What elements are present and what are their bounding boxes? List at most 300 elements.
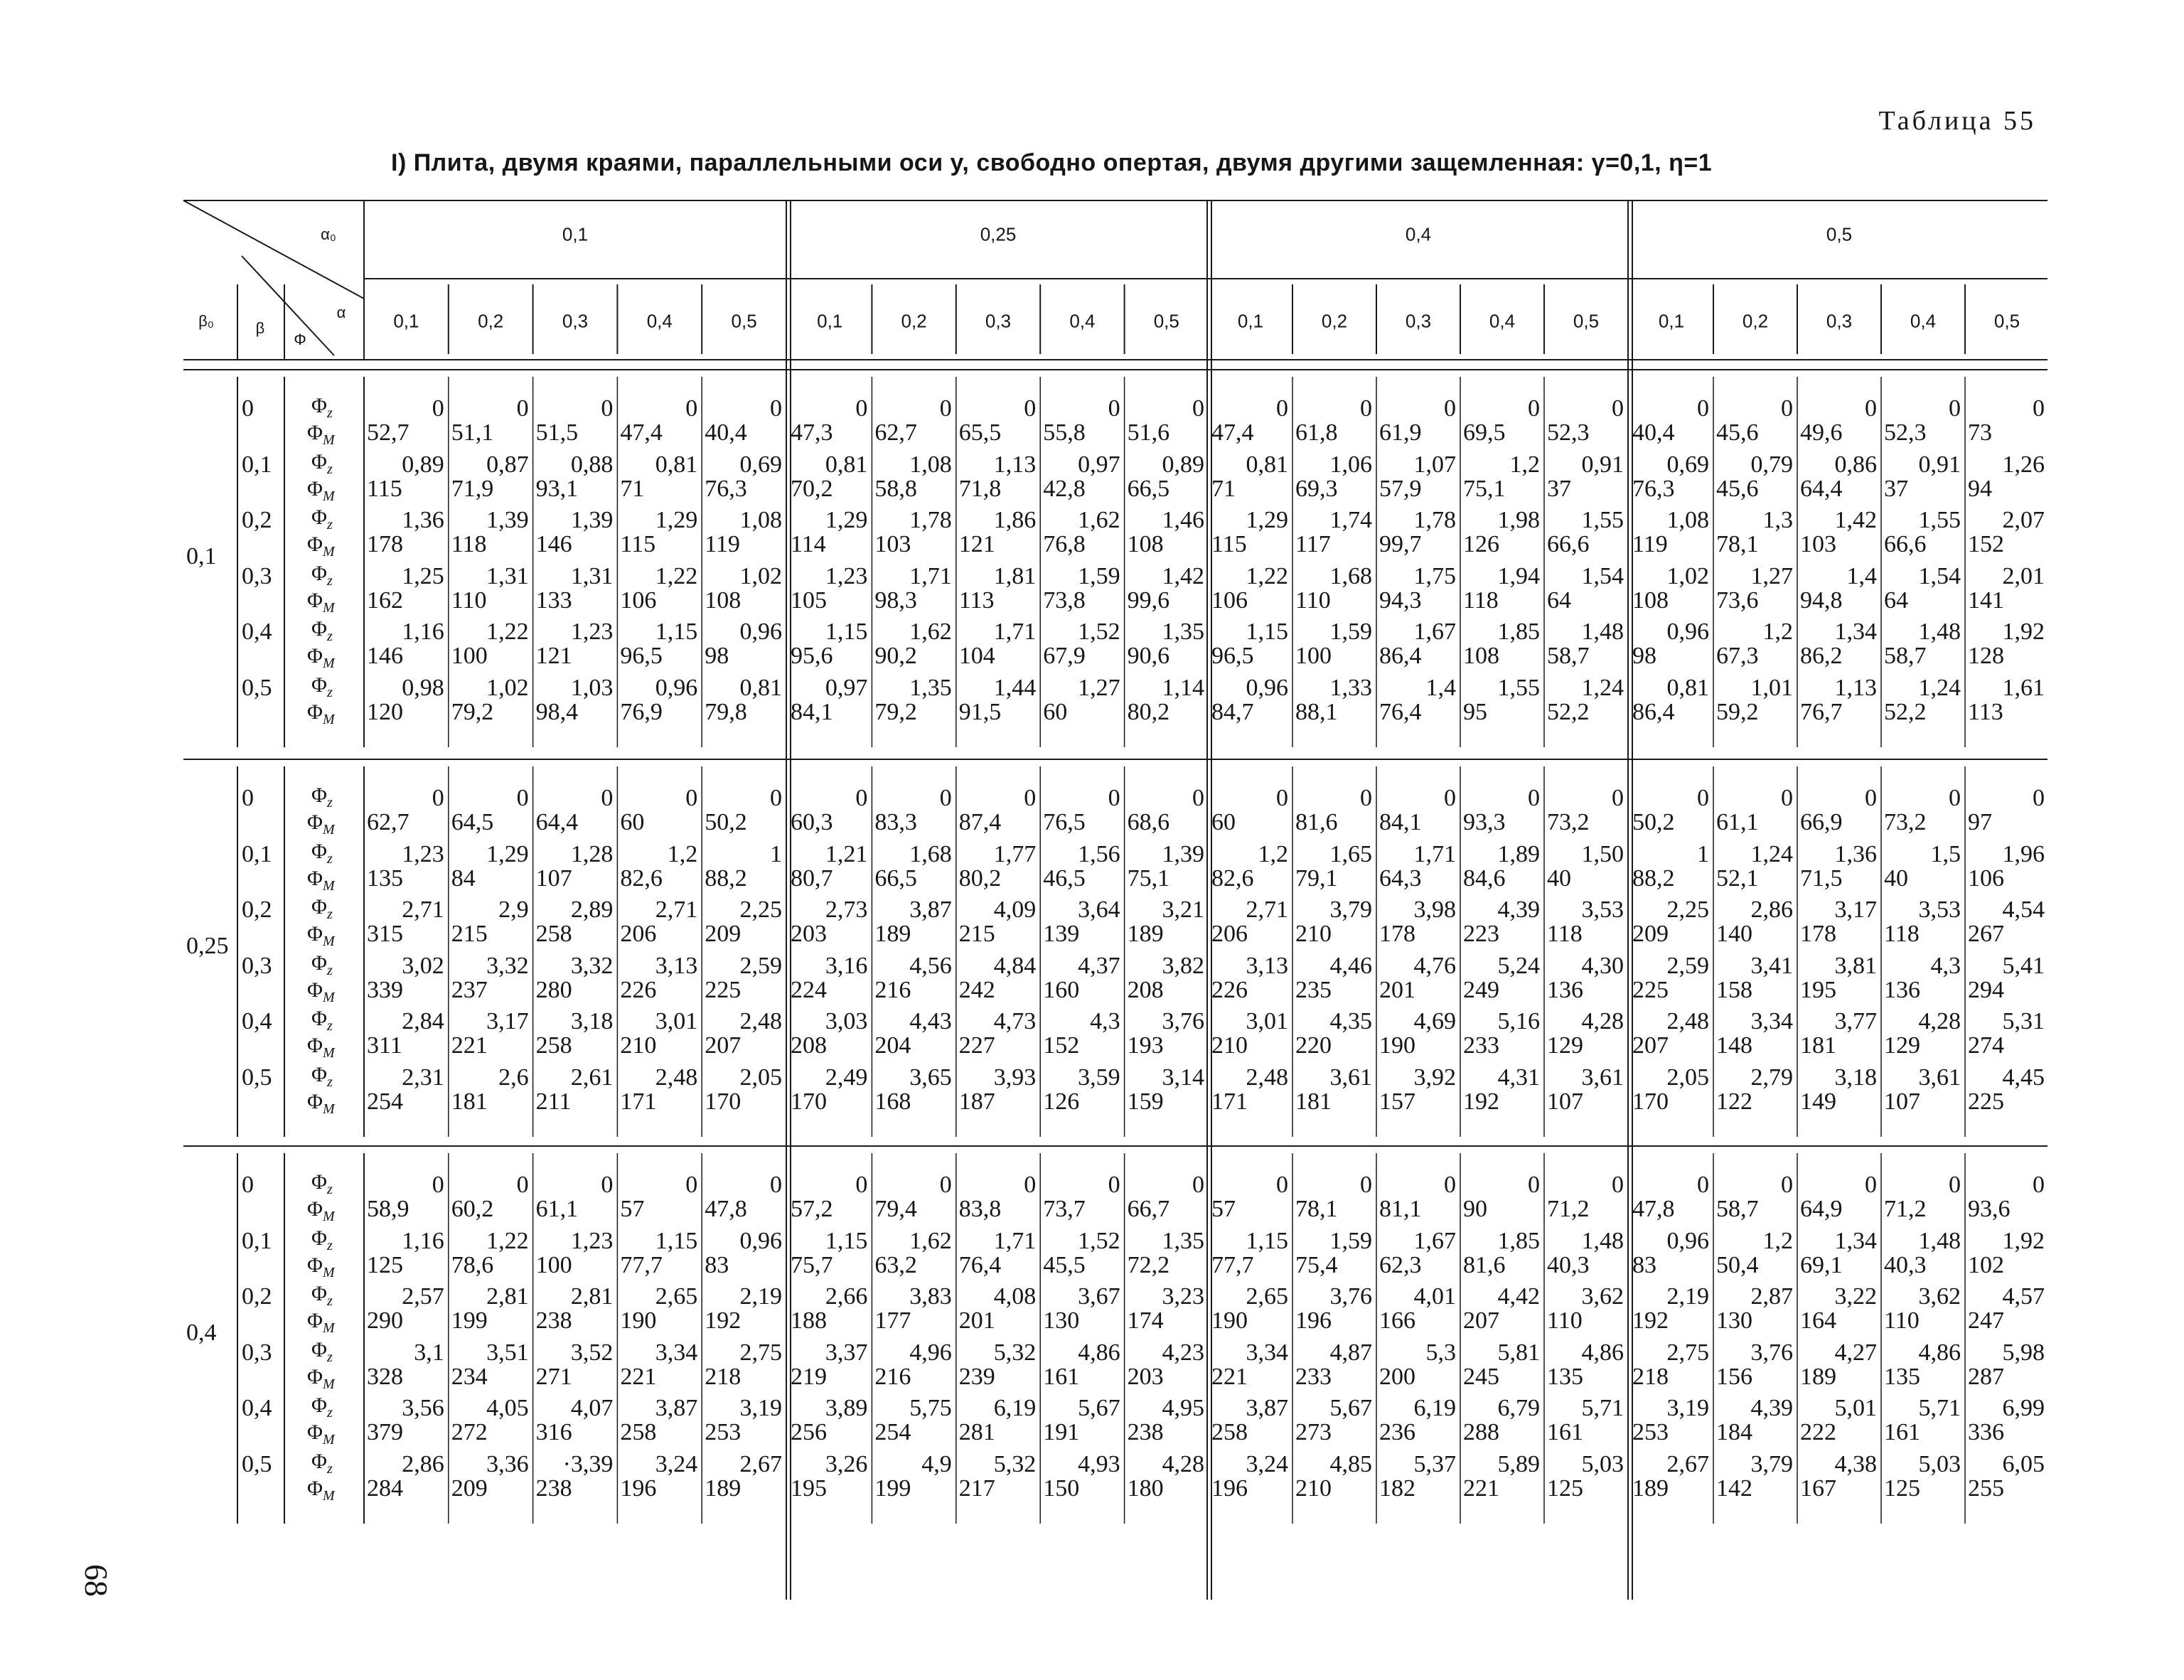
phi-z-value: 2,59	[739, 952, 782, 979]
phi-m-value: 67,3	[1716, 643, 1759, 669]
phi-m-value: 58,7	[1884, 643, 1927, 669]
phi-z-value: 1,59	[1078, 562, 1120, 589]
phi-z-value: 4,42	[1497, 1283, 1540, 1310]
phi-z-value: 4,86	[1918, 1339, 1961, 1366]
phi-m-value: 73,6	[1716, 587, 1759, 614]
phi-z-value: 2,67	[1666, 1450, 1709, 1477]
header-beta-symbol: β	[255, 319, 265, 337]
phi-m-value: 146	[535, 531, 572, 557]
page-number: 68	[78, 1564, 114, 1597]
phi-z-value: 3,65	[909, 1064, 952, 1091]
phi-z-value: 1,08	[1666, 507, 1709, 533]
phi-z-value: 0	[1444, 395, 1456, 422]
phi-m-value: 237	[451, 976, 488, 1003]
phi-z-value: 3,87	[909, 897, 952, 923]
phi-m-value: 209	[705, 921, 742, 947]
phi-z-value: 2,71	[655, 897, 698, 923]
phi-m-value: 76,5	[1043, 809, 1086, 835]
phi-z-value: 5,75	[909, 1395, 952, 1421]
phi-m-value: 83	[1632, 1251, 1656, 1278]
phi-m-label: $\Phi_M$	[307, 978, 335, 1005]
phi-z-value: 1,77	[993, 840, 1037, 867]
phi-m-value: 238	[535, 1307, 572, 1334]
phi-z-value: 0	[1865, 785, 1877, 811]
phi-m-value: 77,7	[1211, 1251, 1254, 1278]
phi-m-value: 64,4	[535, 809, 579, 835]
phi-z-value: 1,2	[1258, 840, 1288, 867]
phi-m-value: 216	[874, 1363, 911, 1390]
phi-z-value: 1,16	[402, 619, 444, 645]
phi-m-value: 40,4	[705, 419, 747, 446]
phi-m-value: 107	[535, 865, 572, 892]
phi-z-value: 1,07	[1413, 451, 1456, 478]
phi-z-value: 1,15	[655, 619, 698, 645]
phi-z-value: 4,69	[1413, 1008, 1456, 1034]
phi-m-value: 233	[1295, 1363, 1332, 1390]
phi-m-value: 191	[1043, 1419, 1080, 1445]
phi-z-value: 1,55	[1581, 507, 1624, 533]
phi-z-value: 6,05	[2002, 1450, 2045, 1477]
phi-z-value: 0	[1444, 785, 1456, 811]
phi-z-value: 3,92	[1413, 1064, 1456, 1091]
phi-m-value: 170	[791, 1088, 827, 1115]
phi-m-value: 288	[1463, 1419, 1499, 1445]
phi-m-value: 40,3	[1884, 1251, 1927, 1278]
phi-z-value: 4,87	[1329, 1339, 1372, 1366]
phi-m-value: 235	[1295, 976, 1332, 1003]
phi-m-value: 159	[1127, 1088, 1164, 1115]
phi-z-value: 5,3	[1425, 1339, 1456, 1366]
phi-z-value: 3,32	[570, 952, 614, 979]
phi-z-value: 4,86	[1078, 1339, 1120, 1366]
phi-m-value: 82,6	[620, 865, 663, 892]
phi-z-label: $\Phi_z$	[311, 1337, 333, 1365]
phi-z-value: 1,75	[1413, 562, 1456, 589]
header-alpha0-group: 0,4	[1405, 223, 1432, 245]
phi-m-value: 121	[958, 531, 995, 557]
phi-z-value: 0	[1865, 1172, 1877, 1198]
phi-m-value: 189	[1632, 1475, 1669, 1502]
phi-m-value: 58,9	[367, 1196, 410, 1222]
phi-m-value: 37	[1547, 475, 1571, 502]
phi-z-value: 0	[1108, 785, 1120, 811]
phi-m-value: 76,3	[705, 475, 747, 502]
phi-m-value: 110	[1884, 1307, 1920, 1334]
phi-m-value: 126	[1043, 1088, 1080, 1115]
phi-m-value: 60	[620, 809, 645, 835]
phi-m-value: 161	[1547, 1419, 1583, 1445]
phi-z-value: 1,02	[486, 674, 529, 701]
phi-m-value: 114	[791, 531, 826, 557]
phi-m-value: 315	[367, 921, 403, 947]
phi-m-value: 73,8	[1043, 587, 1086, 614]
header-alpha-value: 0,4	[646, 310, 673, 332]
phi-z-value: 6,99	[2002, 1395, 2045, 1421]
phi-m-value: 215	[451, 921, 488, 947]
phi-z-value: 3,17	[1834, 897, 1877, 923]
phi-m-value: 99,6	[1127, 587, 1170, 614]
phi-z-label: $\Phi_z$	[311, 895, 333, 922]
phi-m-value: 210	[1295, 921, 1332, 947]
phi-m-value: 118	[1884, 921, 1920, 947]
phi-m-label: $\Phi_M$	[307, 644, 335, 671]
phi-z-value: 5,89	[1497, 1450, 1540, 1477]
phi-z-value: 0	[939, 395, 952, 422]
phi-m-value: 64	[1884, 587, 1908, 614]
phi-z-value: 1,71	[909, 562, 952, 589]
header-alpha0-group: 0,25	[980, 223, 1017, 245]
beta-label: 0,3	[242, 952, 272, 979]
phi-z-value: 3,53	[1581, 897, 1624, 923]
phi-z-value: 1,85	[1497, 619, 1540, 645]
phi-m-value: 258	[1211, 1419, 1248, 1445]
phi-z-value: 2,81	[570, 1283, 614, 1310]
phi-z-value: 4,08	[993, 1283, 1037, 1310]
phi-z-value: 1,62	[909, 1227, 952, 1254]
phi-m-value: 156	[1716, 1363, 1752, 1390]
phi-z-value: 1,16	[402, 1227, 444, 1254]
phi-z-value: 1,59	[1329, 1227, 1372, 1254]
phi-m-value: 79,8	[705, 698, 747, 725]
phi-z-value: 0	[1865, 395, 1877, 422]
phi-m-value: 233	[1463, 1032, 1499, 1059]
phi-z-value: 1,08	[909, 451, 952, 478]
phi-m-value: 84,7	[1211, 698, 1254, 725]
phi-z-value: 0	[1192, 395, 1204, 422]
beta-label: 0,5	[242, 1450, 272, 1477]
phi-m-value: 86,4	[1632, 698, 1675, 725]
phi-m-value: 52,2	[1547, 698, 1590, 725]
phi-z-value: 1,23	[570, 619, 614, 645]
phi-m-value: 130	[1716, 1307, 1752, 1334]
phi-m-value: 218	[705, 1363, 742, 1390]
phi-m-value: 93,3	[1463, 809, 1506, 835]
phi-m-value: 107	[1547, 1088, 1583, 1115]
phi-z-value: 4,07	[570, 1395, 614, 1421]
phi-z-value: 1,71	[993, 619, 1037, 645]
phi-m-value: 110	[1295, 587, 1331, 614]
phi-z-value: 0	[601, 1172, 614, 1198]
phi-z-value: 2,49	[825, 1064, 868, 1091]
phi-m-value: 193	[1127, 1032, 1164, 1059]
phi-z-value: 2,9	[498, 897, 529, 923]
phi-z-value: 0	[1108, 395, 1120, 422]
beta-label: 0,3	[242, 1339, 272, 1366]
phi-z-value: 3,01	[655, 1008, 698, 1034]
phi-m-value: 76,3	[1632, 475, 1675, 502]
phi-z-value: 1,46	[1162, 507, 1204, 533]
phi-m-value: 84,1	[791, 698, 833, 725]
phi-m-value: 254	[367, 1088, 403, 1115]
phi-m-value: 253	[1632, 1419, 1669, 1445]
phi-z-value: 0	[855, 395, 868, 422]
phi-z-value: 1,39	[570, 507, 614, 533]
phi-m-value: 208	[791, 1032, 827, 1059]
phi-z-value: 6,79	[1497, 1395, 1540, 1421]
header-diagonal-1	[183, 200, 364, 299]
phi-m-value: 47,3	[791, 419, 833, 446]
phi-z-value: 1,15	[1246, 619, 1288, 645]
phi-z-value: 4,35	[1329, 1008, 1372, 1034]
phi-m-value: 76,9	[620, 698, 663, 725]
phi-m-value: 71,8	[958, 475, 1002, 502]
phi-z-value: 1,54	[1918, 562, 1961, 589]
phi-m-value: 94	[1968, 475, 1992, 502]
phi-m-value: 86,2	[1800, 643, 1843, 669]
phi-m-value: 84	[451, 865, 476, 892]
phi-m-value: 106	[620, 587, 657, 614]
phi-m-value: 152	[1043, 1032, 1080, 1059]
phi-z-value: 1	[1697, 840, 1709, 867]
phi-z-value: 2,05	[739, 1064, 782, 1091]
phi-z-value: 0,97	[825, 674, 868, 701]
phi-z-value: 2,07	[2002, 507, 2045, 533]
phi-m-value: 73,2	[1547, 809, 1590, 835]
phi-z-value: 1,78	[909, 507, 952, 533]
phi-m-value: 84,1	[1379, 809, 1422, 835]
beta-label: 0,2	[242, 507, 272, 533]
phi-m-value: 106	[1211, 587, 1248, 614]
phi-m-value: 106	[1968, 865, 2004, 892]
phi-z-value: 0,89	[402, 451, 444, 478]
phi-m-value: 63,2	[874, 1251, 917, 1278]
phi-m-value: 136	[1884, 976, 1920, 1003]
phi-m-value: 272	[451, 1419, 488, 1445]
phi-z-value: 5,31	[2002, 1008, 2045, 1034]
phi-m-value: 66,7	[1127, 1196, 1170, 1222]
phi-m-value: 83	[705, 1251, 729, 1278]
phi-z-value: 0,91	[1918, 451, 1961, 478]
phi-m-value: 125	[367, 1251, 403, 1278]
phi-m-value: 267	[1968, 921, 2004, 947]
phi-m-value: 76,4	[958, 1251, 1002, 1278]
phi-z-value: 1,5	[1930, 840, 1961, 867]
phi-z-value: 5,98	[2002, 1339, 2045, 1366]
phi-m-label: $\Phi_M$	[307, 421, 335, 448]
header-phi-symbol: Φ	[294, 331, 306, 348]
beta-label: 0	[242, 785, 254, 811]
phi-z-value: 1,54	[1581, 562, 1624, 589]
phi-m-value: 71	[620, 475, 645, 502]
phi-m-value: 280	[535, 976, 572, 1003]
phi-m-value: 52,1	[1716, 865, 1759, 892]
phi-z-value: 1,71	[993, 1227, 1037, 1254]
phi-z-value: 3,34	[1750, 1008, 1793, 1034]
phi-z-value: 1,4	[1425, 674, 1456, 701]
beta0-label: 0,4	[186, 1320, 217, 1347]
phi-m-value: 222	[1800, 1419, 1836, 1445]
phi-z-value: 2,71	[1246, 897, 1288, 923]
phi-z-value: 2,86	[402, 1450, 444, 1477]
phi-m-value: 210	[1295, 1475, 1332, 1502]
phi-m-value: 168	[874, 1088, 911, 1115]
phi-m-value: 192	[705, 1307, 742, 1334]
phi-m-value: 221	[620, 1363, 657, 1390]
phi-z-value: 2,73	[825, 897, 868, 923]
phi-z-value: 1,22	[486, 1227, 529, 1254]
phi-m-value: 160	[1043, 976, 1080, 1003]
phi-m-value: 67,9	[1043, 643, 1086, 669]
phi-z-value: 3,67	[1078, 1283, 1120, 1310]
phi-z-label: $\Phi_z$	[311, 1282, 333, 1309]
phi-m-value: 122	[1716, 1088, 1752, 1115]
phi-z-value: 1,27	[1078, 674, 1120, 701]
phi-z-value: 4,39	[1750, 1395, 1793, 1421]
phi-z-value: 0	[601, 785, 614, 811]
phi-m-value: 83,3	[874, 809, 917, 835]
phi-m-value: 203	[1127, 1363, 1164, 1390]
phi-z-value: 2,87	[1750, 1283, 1793, 1310]
phi-z-value: 0,88	[570, 451, 614, 478]
phi-z-value: 1,89	[1497, 840, 1540, 867]
header-alpha0-group: 0,1	[562, 223, 589, 245]
phi-m-label: $\Phi_M$	[307, 810, 335, 838]
phi-z-value: 0,91	[1581, 451, 1624, 478]
header-alpha-value: 0,5	[731, 310, 757, 332]
phi-m-value: 196	[1211, 1475, 1248, 1502]
phi-m-value: 227	[958, 1032, 995, 1059]
phi-m-value: 148	[1716, 1032, 1752, 1059]
phi-z-value: 1,44	[993, 674, 1037, 701]
phi-z-value: 0	[1781, 785, 1793, 811]
phi-m-value: 94,3	[1379, 587, 1422, 614]
phi-m-value: 100	[451, 643, 488, 669]
phi-m-value: 189	[1127, 921, 1164, 947]
phi-z-value: 0	[1612, 785, 1624, 811]
phi-m-value: 226	[1211, 976, 1248, 1003]
phi-z-value: 1,24	[1918, 674, 1961, 701]
phi-m-label: $\Phi_M$	[307, 1197, 335, 1224]
beta0-label: 0,25	[186, 933, 229, 960]
beta-label: 0,3	[242, 562, 272, 589]
phi-z-value: 0,96	[1666, 619, 1709, 645]
phi-z-value: 0	[1360, 1172, 1372, 1198]
phi-m-value: 171	[620, 1088, 657, 1115]
phi-m-value: 47,4	[620, 419, 663, 446]
phi-m-value: 84,6	[1463, 865, 1506, 892]
phi-z-value: 0	[1781, 1172, 1793, 1198]
phi-m-value: 73,7	[1043, 1196, 1086, 1222]
phi-z-value: 3,83	[909, 1283, 952, 1310]
phi-z-value: 1,55	[1918, 507, 1961, 533]
phi-m-value: 62,7	[874, 419, 917, 446]
phi-z-value: 3,16	[825, 952, 868, 979]
phi-m-value: 141	[1968, 587, 2004, 614]
phi-m-value: 69,1	[1800, 1251, 1843, 1278]
phi-z-value: 3,13	[1246, 952, 1288, 979]
phi-m-value: 108	[1632, 587, 1669, 614]
phi-m-value: 97	[1968, 809, 1992, 835]
phi-m-value: 58,8	[874, 475, 917, 502]
phi-m-value: 281	[958, 1419, 995, 1445]
phi-m-value: 196	[620, 1475, 657, 1502]
phi-m-value: 95	[1463, 698, 1487, 725]
phi-z-value: 3,81	[1834, 952, 1877, 979]
phi-m-value: 182	[1379, 1475, 1415, 1502]
phi-m-value: 79,2	[874, 698, 917, 725]
phi-z-value: 3,79	[1750, 1450, 1793, 1477]
phi-m-value: 77,7	[620, 1251, 663, 1278]
phi-z-value: 0	[769, 395, 782, 422]
phi-m-value: 184	[1716, 1419, 1752, 1445]
phi-z-value: 4,73	[993, 1008, 1037, 1034]
phi-z-value: 0	[769, 785, 782, 811]
phi-z-label: $\Phi_z$	[311, 449, 333, 477]
phi-z-value: 4,28	[1581, 1008, 1624, 1034]
phi-z-label: $\Phi_z$	[311, 561, 333, 589]
phi-z-value: 0	[1697, 395, 1709, 422]
phi-m-value: 58,7	[1716, 1196, 1759, 1222]
phi-z-value: 0	[2033, 395, 2045, 422]
phi-m-value: 113	[958, 587, 995, 614]
phi-m-value: 174	[1127, 1307, 1164, 1334]
header-alpha-value: 0,4	[1069, 310, 1096, 332]
phi-z-value: 0,81	[825, 451, 868, 478]
phi-m-value: 146	[367, 643, 403, 669]
phi-m-value: 316	[535, 1419, 572, 1445]
phi-m-value: 40	[1884, 865, 1908, 892]
phi-z-value: 4,3	[1930, 952, 1961, 979]
phi-m-value: 178	[367, 531, 403, 557]
phi-z-value: 5,71	[1918, 1395, 1961, 1421]
phi-m-value: 188	[791, 1307, 827, 1334]
phi-z-value: 0	[1192, 1172, 1204, 1198]
phi-z-value: 4,95	[1162, 1395, 1204, 1421]
phi-m-value: 225	[1968, 1088, 2004, 1115]
phi-m-value: 207	[705, 1032, 742, 1059]
phi-m-value: 51,5	[535, 419, 579, 446]
phi-z-value: 0,79	[1750, 451, 1793, 478]
header-alpha-value: 0,2	[1321, 310, 1348, 332]
phi-z-value: 2,79	[1750, 1064, 1793, 1091]
phi-z-label: $\Phi_z$	[311, 839, 333, 867]
phi-z-value: 1,29	[655, 507, 698, 533]
phi-m-value: 217	[958, 1475, 995, 1502]
phi-m-value: 220	[1295, 1032, 1332, 1059]
phi-z-value: 1,22	[655, 562, 698, 589]
phi-z-value: 3,89	[825, 1395, 868, 1421]
phi-m-value: 161	[1884, 1419, 1920, 1445]
phi-z-value: 0,96	[1246, 674, 1288, 701]
phi-z-value: 3,59	[1078, 1064, 1120, 1091]
phi-m-value: 40,3	[1547, 1251, 1590, 1278]
phi-m-value: 135	[367, 865, 403, 892]
phi-z-value: 0	[855, 785, 868, 811]
phi-m-value: 69,3	[1295, 475, 1338, 502]
phi-z-value: 1,85	[1497, 1227, 1540, 1254]
phi-z-value: 1,22	[1246, 562, 1288, 589]
phi-z-value: 0	[855, 1172, 868, 1198]
phi-m-value: 98,4	[535, 698, 579, 725]
phi-m-value: 287	[1968, 1363, 2004, 1390]
phi-m-value: 199	[451, 1307, 488, 1334]
phi-z-value: 1,02	[1666, 562, 1709, 589]
phi-z-value: 1,71	[1413, 840, 1456, 867]
phi-z-value: 2,31	[402, 1064, 444, 1091]
phi-z-value: 4,85	[1329, 1450, 1372, 1477]
phi-z-label: $\Phi_z$	[311, 505, 333, 533]
phi-z-value: 1,78	[1413, 507, 1456, 533]
phi-z-value: 1,29	[825, 507, 868, 533]
phi-z-value: 3,87	[655, 1395, 698, 1421]
phi-z-value: 1,39	[486, 507, 529, 533]
header-alpha-value: 0,4	[1910, 310, 1937, 332]
phi-m-value: 129	[1547, 1032, 1583, 1059]
phi-z-value: 0,81	[1666, 674, 1709, 701]
beta-label: 0,4	[242, 1008, 272, 1034]
phi-m-value: 178	[1800, 921, 1836, 947]
phi-z-value: 3,17	[486, 1008, 529, 1034]
